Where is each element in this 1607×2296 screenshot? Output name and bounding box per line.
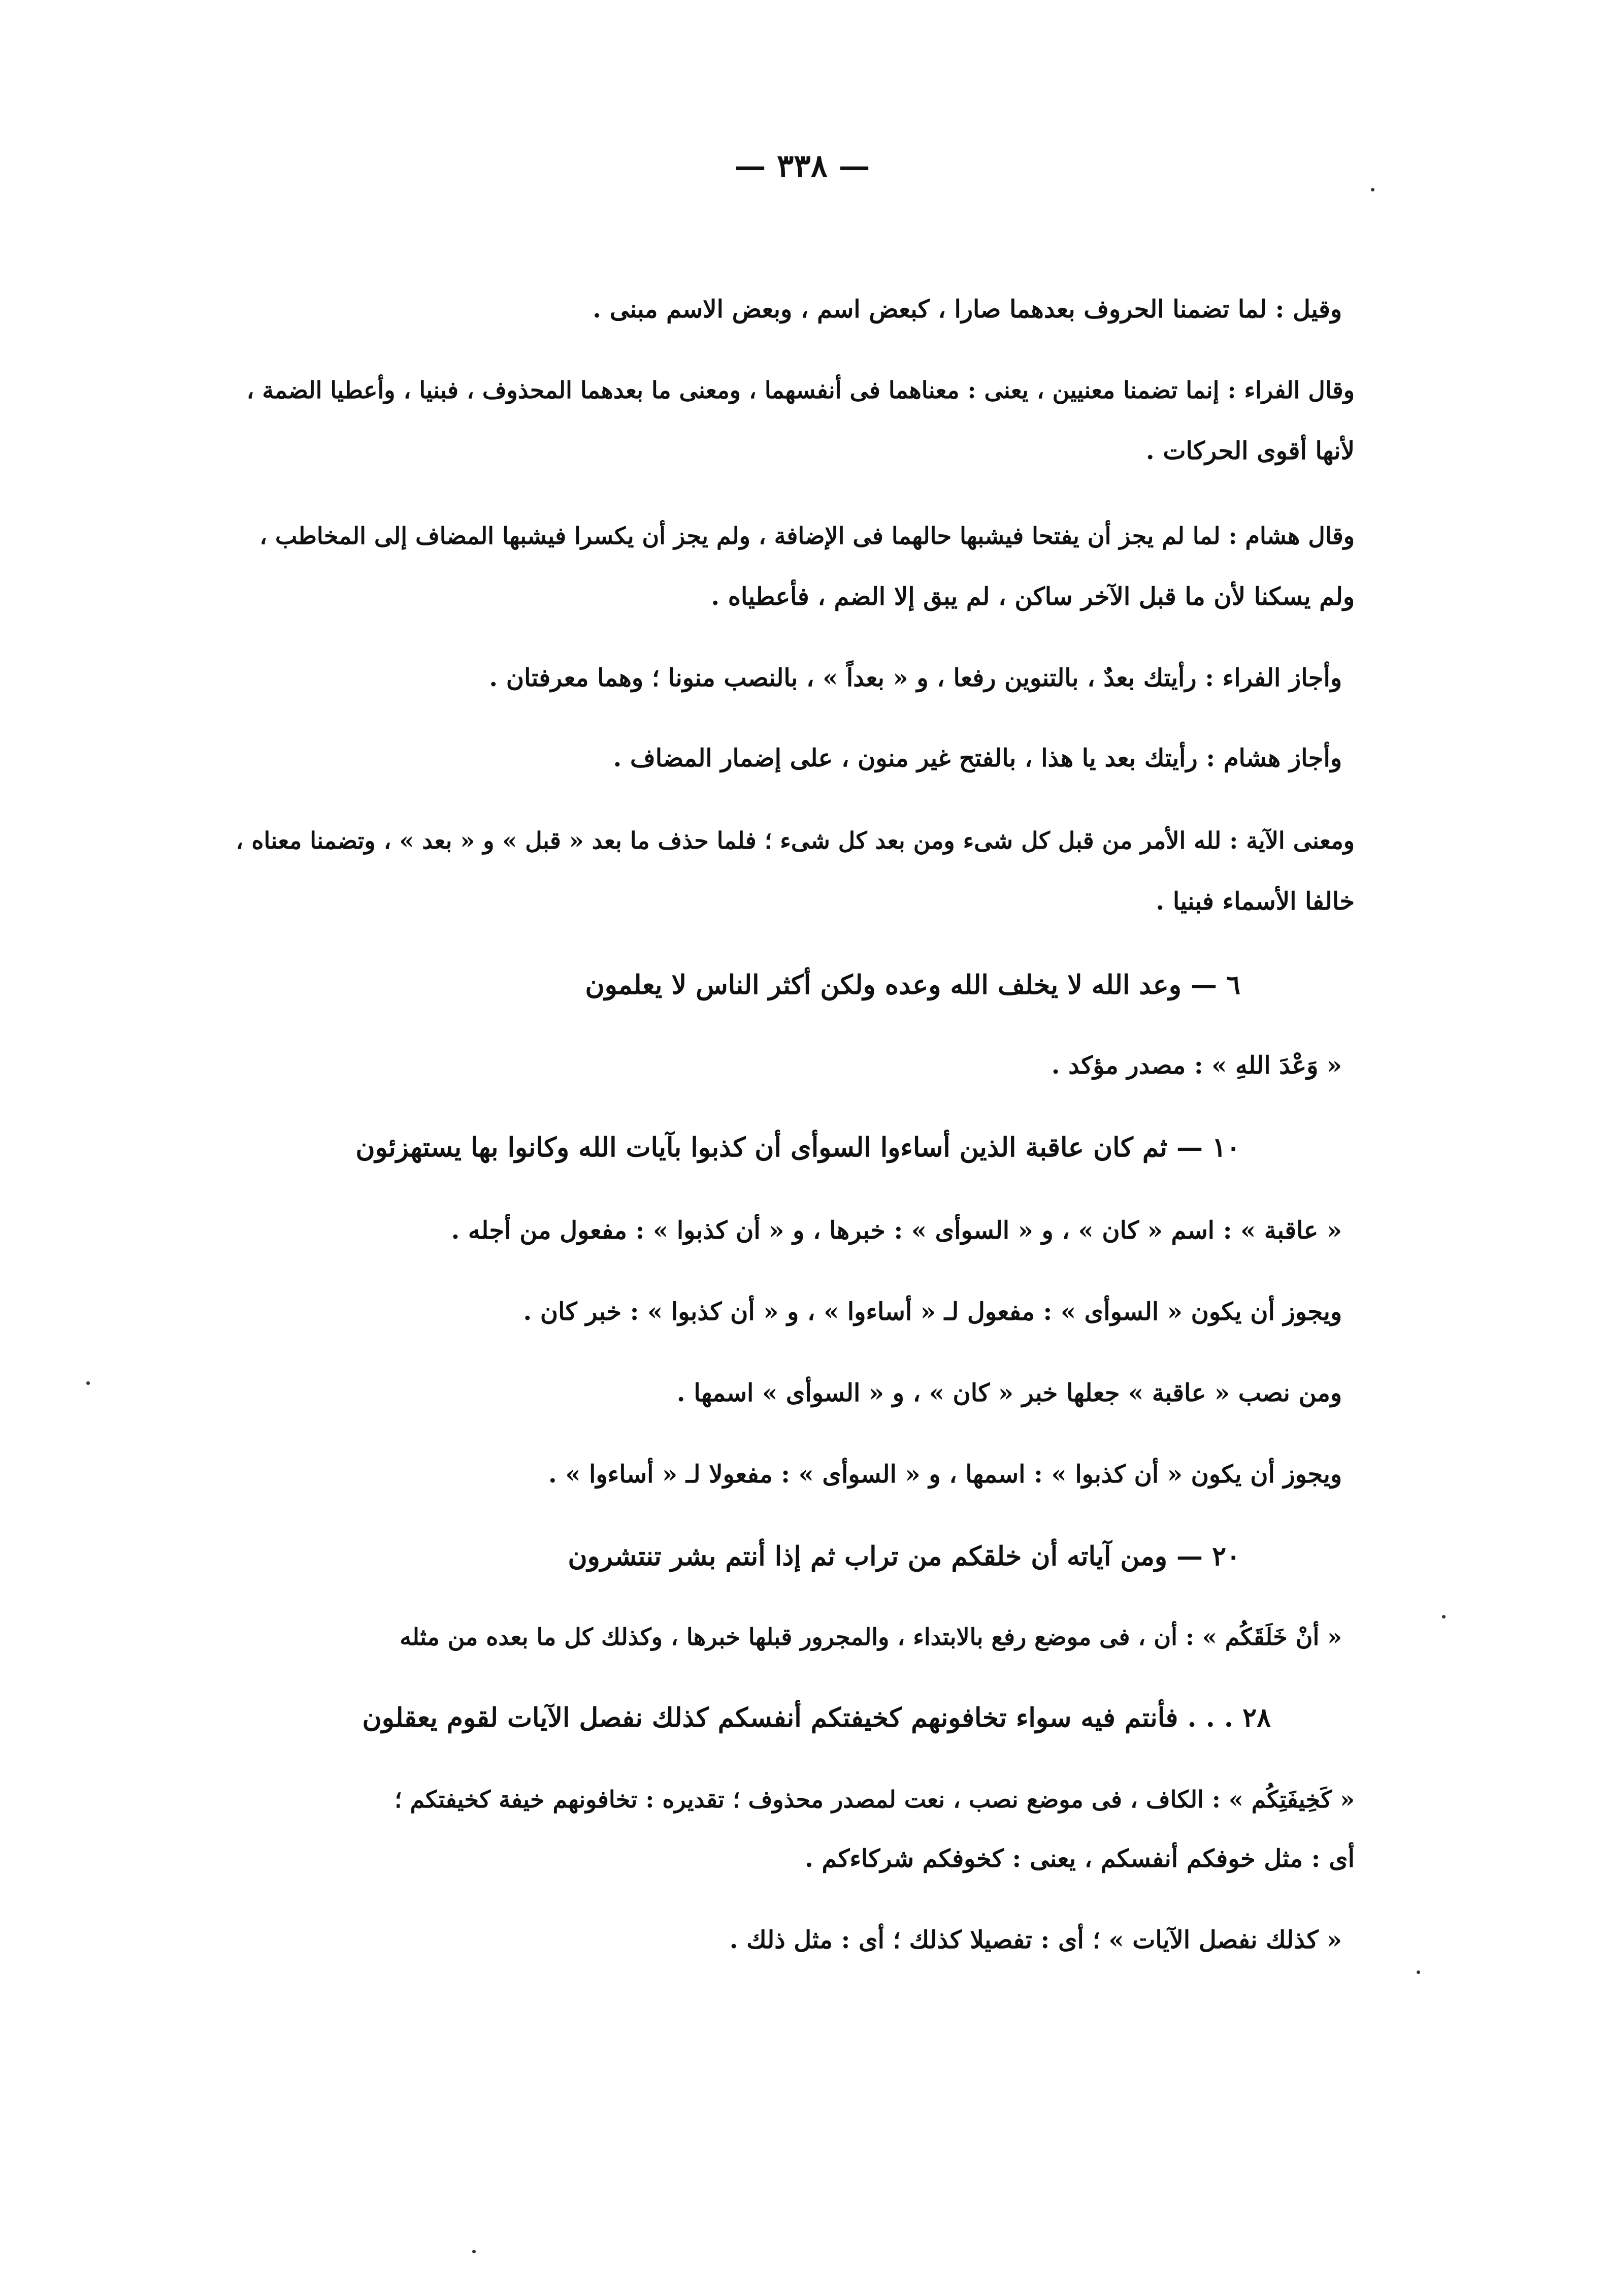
text-line: وأجاز هشام : رأيتك بعد يا هذا ، بالفتح غير منون ، على إضمار المضاف . [613, 744, 1342, 772]
verse-line: ٢٠ — ومن آياته أن خلقكم من تراب ثم إذا أنتم بشر تنتشرون [568, 1541, 1240, 1572]
text-line: ولم يسكنا لأن ما قبل الآخر ساكن ، لم يبق إلا الضم ، فأعطياه . [711, 583, 1355, 611]
text-line: لأنها أقوى الحركات . [1145, 437, 1355, 465]
text-line: خالفا الأسماء فبنيا . [1156, 887, 1355, 916]
text-line: « كَخِيفَتِكُم » : الكاف ، فى موضع نصب ، نعت لمصدر محذوف ؛ تقديره : تخافونهم خيفة كخيفتكم ؛ [394, 1786, 1355, 1813]
text-line: ومن نصب « عاقبة » جعلها خبر « كان » ، و « السوأى » اسمها . [676, 1379, 1342, 1407]
verse-line: ١٠ — ثم كان عاقبة الذين أساءوا السوأى أن كذبوا بآيات الله وكانوا بها يستهزئون [355, 1132, 1240, 1163]
scan-speck [1417, 1970, 1420, 1974]
scan-speck [472, 2250, 476, 2253]
text-line: « كذلك نفصل الآيات » ؛ أى : تفصيلا كذلك ؛ أى : مثل ذلك . [729, 1926, 1342, 1954]
text-line: وقال هشام : لما لم يجز أن يفتحا فيشبها حالهما فى الإضافة ، ولم يجز أن يكسرا فيشبها المضاف إلى المخاطب ، [259, 522, 1355, 549]
scan-speck [86, 1381, 90, 1385]
text-line: أى : مثل خوفكم أنفسكم ، يعنى : كخوفكم شركاءكم . [805, 1845, 1355, 1873]
text-line: ومعنى الآية : لله الأمر من قبل كل شىء ومن بعد كل شىء ؛ فلما حذف ما بعد « قبل » و « بعد » ، وتضمنا معناه ، [236, 827, 1355, 854]
text-line: « عاقبة » : اسم « كان » ، و « السوأى » : خبرها ، و « أن كذبوا » : مفعول من أجله . [451, 1216, 1342, 1245]
text-line: « وَعْدَ اللهِ » : مصدر مؤكد . [1051, 1051, 1342, 1080]
text-line: ويجوز أن يكون « أن كذبوا » : اسمها ، و « السوأى » : مفعولا لـ « أساءوا » . [548, 1460, 1342, 1489]
text-line: وقيل : لما تضمنا الحروف بعدهما صارا ، كبعض اسم ، وبعض الاسم مبنى . [593, 295, 1342, 324]
text-line: « أنْ خَلَقَكُم » : أن ، فى موضع رفع بالابتداء ، والمجرور قبلها خبرها ، وكذلك كل ما بعده من مثله [400, 1623, 1342, 1651]
scan-speck [1371, 188, 1374, 191]
text-line: وقال الفراء : إنما تضمنا معنيين ، يعنى : معناهما فى أنفسهما ، ومعنى ما بعدهما المحذوف ، فبنيا ، وأعطيا الضمة ، [246, 376, 1355, 404]
text-line: ويجوز أن يكون « السوأى » : مفعول لـ « أساءوا » ، و « أن كذبوا » : خبر كان . [523, 1298, 1342, 1326]
text-line: وأجاز الفراء : رأيتك بعدٌ ، بالتنوين رفعا ، و « بعداً » ، بالنصب منونا ؛ وهما معرفتان . [489, 664, 1342, 692]
verse-line: ٦ — وعد الله لا يخلف الله وعده ولكن أكثر الناس لا يعلمون [585, 969, 1240, 1000]
page-number: — ٣٣٨ — [734, 147, 870, 184]
scan-speck [1442, 1615, 1446, 1619]
verse-line: ٢٨ . . . فأنتم فيه سواء تخافونهم كخيفتكم أنفسكم كذلك نفصل الآيات لقوم يعقلون [362, 1702, 1271, 1733]
